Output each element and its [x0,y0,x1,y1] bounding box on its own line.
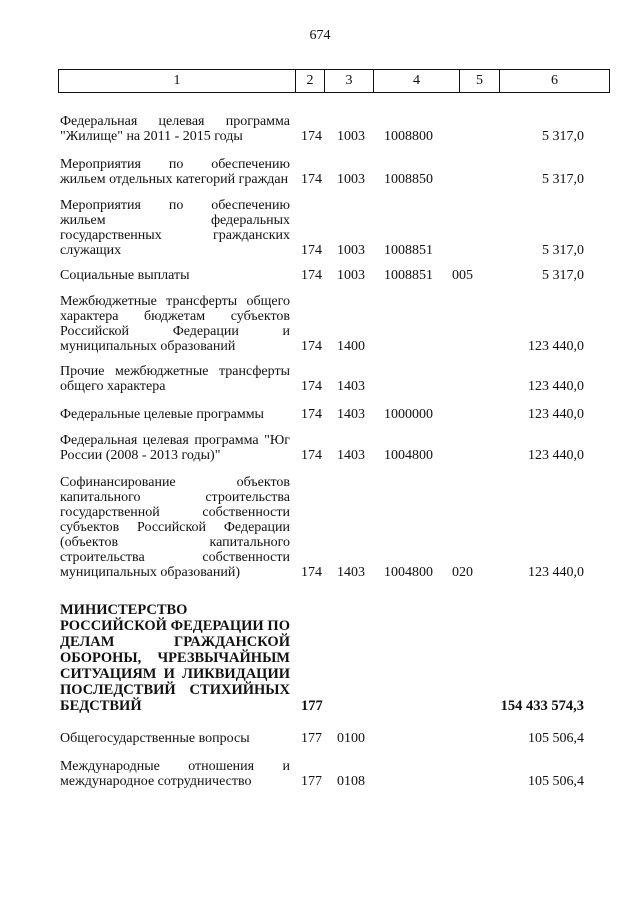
row-section-code: 1403 [337,407,365,422]
row-amount: 123 440,0 [528,379,584,394]
table-row [0,433,640,463]
row-amount: 123 440,0 [528,407,584,422]
table-row [0,157,640,187]
row-ministry-code: 177 [301,731,322,746]
row-amount: 123 440,0 [528,339,584,354]
row-target-item-code: 1008800 [384,129,433,144]
table-header-row [58,69,610,93]
row-ministry-code: 174 [301,407,322,422]
header-col-5: 5 [460,70,500,92]
row-amount: 123 440,0 [528,448,584,463]
row-name: Федеральная целевая программа "Юг России (2008 - 2013 годы)" [60,433,290,463]
row-amount: 5 317,0 [542,129,584,144]
row-ministry-code: 177 [301,774,322,789]
page-number: 674 [309,28,331,43]
row-name: Прочие межбюджетные трансферты общего характера [60,364,290,394]
row-section-code: 1403 [337,448,365,463]
row-amount: 5 317,0 [542,243,584,258]
table-row [0,364,640,394]
row-ministry-code: 174 [301,243,322,258]
row-target-item-code: 1008851 [384,268,433,283]
row-section-code: 1003 [337,129,365,144]
table-row [0,294,640,354]
row-ministry-code: 174 [301,448,322,463]
row-section-code: 1403 [337,565,365,580]
row-ministry-code: 174 [301,339,322,354]
table-row [0,198,640,258]
row-target-item-code: 1008851 [384,243,433,258]
row-amount: 154 433 574,3 [500,698,584,714]
table-row-ministry [0,602,640,714]
row-name: Мероприятия по обеспечению жильем федеральных государственных гражданских служащих [60,198,290,258]
row-ministry-code: 174 [301,379,322,394]
row-section-code: 1400 [337,339,365,354]
row-ministry-code: 177 [301,698,323,714]
header-col-1: 1 [59,70,296,92]
row-name: МИНИСТЕРСТВО РОССИЙСКОЙ ФЕДЕРАЦИИ ПО ДЕЛАМ ГРАЖДАНСКОЙ ОБОРОНЫ, ЧРЕЗВЫЧАЙНЫМ СИТУАЦИЯМ И ЛИКВИДАЦИИ ПОСЛЕДСТВИЙ СТИХИЙНЫХ БЕДСТВИЙ [60,602,290,714]
row-amount: 123 440,0 [528,565,584,580]
row-target-item-code: 1004800 [384,448,433,463]
row-section-code: 0108 [337,774,365,789]
row-expense-type-code: 020 [452,565,473,580]
row-name: Мероприятия по обеспечению жильем отдельных категорий граждан [60,157,290,187]
table-row [0,268,640,283]
table-row [0,475,640,580]
row-target-item-code: 1000000 [384,407,433,422]
row-section-code: 1403 [337,379,365,394]
row-ministry-code: 174 [301,172,322,187]
row-expense-type-code: 005 [452,268,473,283]
row-name: Социальные выплаты [60,268,190,283]
row-target-item-code: 1004800 [384,565,433,580]
table-row [0,407,640,422]
row-name: Межбюджетные трансферты общего характера бюджетам субъектов Российской Федерации и муниципальных образований [60,294,290,354]
header-col-2: 2 [296,70,325,92]
row-ministry-code: 174 [301,129,322,144]
table-row [0,114,640,144]
table-row [0,731,640,746]
row-name: Федеральная целевая программа "Жилище" на 2011 - 2015 годы [60,114,290,144]
row-section-code: 0100 [337,731,365,746]
row-amount: 105 506,4 [528,731,584,746]
row-section-code: 1003 [337,243,365,258]
row-amount: 105 506,4 [528,774,584,789]
row-amount: 5 317,0 [542,172,584,187]
row-name: Федеральные целевые программы [60,407,264,422]
row-amount: 5 317,0 [542,268,584,283]
row-name: Международные отношения и международное сотрудничество [60,759,290,789]
row-target-item-code: 1008850 [384,172,433,187]
table-row [0,759,640,789]
row-name: Общегосударственные вопросы [60,731,250,746]
header-col-6: 6 [551,73,558,88]
row-ministry-code: 174 [301,268,322,283]
row-name: Софинансирование объектов капитального строительства государственной собственности субъектов Российской Федерации (объектов капитального строительства собственности муниципальных образований) [60,475,290,580]
row-section-code: 1003 [337,268,365,283]
row-ministry-code: 174 [301,565,322,580]
row-section-code: 1003 [337,172,365,187]
header-col-3: 3 [325,70,374,92]
header-col-4: 4 [374,70,460,92]
